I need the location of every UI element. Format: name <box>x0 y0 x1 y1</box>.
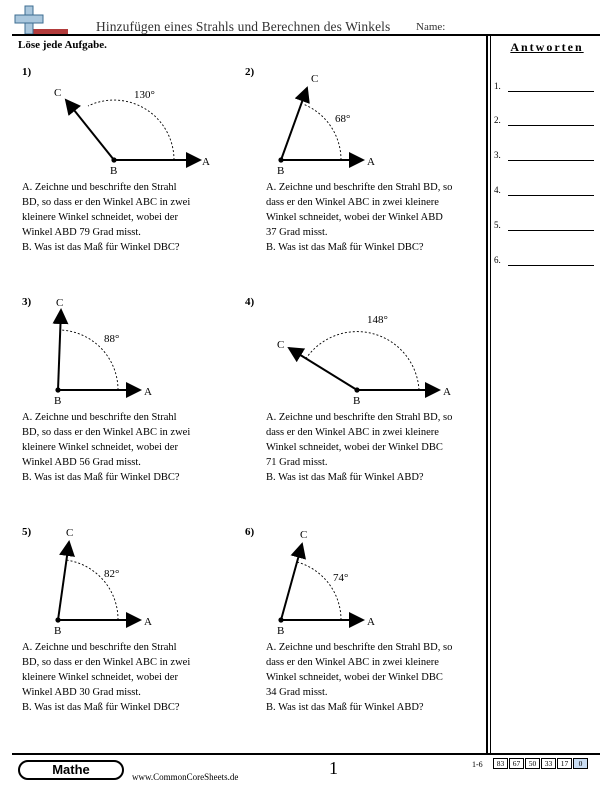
angle-label: 88° <box>104 333 120 345</box>
angle-label: 148° <box>367 314 388 326</box>
ray-bc <box>289 348 357 390</box>
score-box: 33 <box>541 758 556 769</box>
answer-line-5[interactable] <box>494 220 598 234</box>
ray-bc <box>58 310 61 390</box>
problem-1 <box>22 66 232 266</box>
problem-text: A. Zeichne und beschrifte den Strahl BD, so dass er den Winkel ABC in zwei kleinere Winkel schneidet, wobei der Winkel ABD 79 Grad misst. B. Was ist das Maß für Winkel DBC? <box>22 182 191 253</box>
angle-diagram <box>245 526 465 638</box>
ray-bc <box>281 88 307 160</box>
problem-text: A. Zeichne und beschrifte den Strahl BD, so dass er den Winkel ABC in zwei kleinere Winkel schneidet, wobei der Winkel ABD 56 Grad misst. B. Was ist das Maß für Winkel DBC? <box>22 412 191 483</box>
problem-number: 6) <box>245 526 255 538</box>
ray-bc <box>66 100 114 160</box>
label-b: B <box>54 625 62 637</box>
subject-badge: Mathe <box>18 760 124 780</box>
angle-label: 74° <box>333 572 349 584</box>
answer-number: 2. <box>494 115 501 125</box>
answer-line-1[interactable] <box>494 81 598 95</box>
problem-text: A. Zeichne und beschrifte den Strahl BD, so dass er den Winkel ABC in zwei kleinere Winkel schneidet, wobei der Winkel DBC 34 Grad misst. B. Was ist das Maß für Winkel ABD? <box>266 642 453 713</box>
angle-arc <box>305 332 419 390</box>
answer-number: 3. <box>494 150 501 160</box>
score-box: 0 <box>573 758 588 769</box>
answer-line-4[interactable] <box>494 185 598 199</box>
problem-number: 1) <box>22 66 32 78</box>
plus-cross-logo-icon <box>14 4 70 36</box>
label-c: C <box>66 527 74 539</box>
problem-text: A. Zeichne und beschrifte den Strahl BD, so dass er den Winkel ABC in zwei kleinere Winkel schneidet, wobei der Winkel ABD 30 Grad misst. B. Was ist das Maß für Winkel DBC? <box>22 642 191 713</box>
answer-number: 1. <box>494 81 501 91</box>
problem-text: A. Zeichne und beschrifte den Strahl BD, so dass er den Winkel ABC in zwei kleinere Winkel schneidet, wobei der Winkel ABD 37 Grad misst. B. Was ist das Maß für Winkel DBC? <box>266 182 453 253</box>
label-b: B <box>54 395 62 407</box>
angle-diagram <box>22 526 232 638</box>
ray-bc <box>281 544 302 620</box>
problem-number: 5) <box>22 526 32 538</box>
score-box: 67 <box>509 758 524 769</box>
problem-5 <box>22 526 232 726</box>
angle-diagram <box>22 296 232 408</box>
label-a: A <box>443 386 451 398</box>
answer-line-3[interactable] <box>494 150 598 164</box>
label-a: A <box>144 386 152 398</box>
instructions: Löse jede Aufgabe. <box>18 39 107 51</box>
score-box: 50 <box>525 758 540 769</box>
ray-bc <box>58 542 69 620</box>
answer-line-6[interactable] <box>494 255 598 269</box>
vertex-point <box>278 617 283 622</box>
label-a: A <box>202 156 210 168</box>
answers-title: Antworten <box>510 40 584 54</box>
footer-rule <box>12 753 600 755</box>
score-box: 83 <box>493 758 508 769</box>
name-label: Name: <box>416 21 446 33</box>
label-c: C <box>277 339 285 351</box>
label-c: C <box>311 73 319 85</box>
score-box: 17 <box>557 758 572 769</box>
problem-6 <box>245 526 455 726</box>
label-b: B <box>277 625 285 637</box>
angle-diagram <box>245 296 465 408</box>
problem-number: 4) <box>245 296 255 308</box>
label-b: B <box>277 165 285 177</box>
problem-3 <box>22 296 232 496</box>
answer-line-2[interactable] <box>494 115 598 129</box>
problem-number: 3) <box>22 296 32 308</box>
label-c: C <box>56 297 64 309</box>
angle-arc <box>88 100 174 160</box>
answer-number: 4. <box>494 185 501 195</box>
angle-label: 130° <box>134 89 155 101</box>
angle-diagram <box>245 66 465 178</box>
label-a: A <box>367 616 375 628</box>
header-rule <box>12 34 600 36</box>
vertex-point <box>55 617 60 622</box>
vertex-point <box>111 157 116 162</box>
label-c: C <box>300 529 308 541</box>
problem-number: 2) <box>245 66 255 78</box>
problem-4 <box>245 296 455 496</box>
problem-text: A. Zeichne und beschrifte den Strahl BD, so dass er den Winkel ABC in zwei kleinere Winkel schneidet, wobei der Winkel DBC 71 Grad misst. B. Was ist das Maß für Winkel ABD? <box>266 412 453 483</box>
vertex-point <box>354 387 359 392</box>
vertex-point <box>55 387 60 392</box>
answer-number: 6. <box>494 255 501 265</box>
label-b: B <box>110 165 118 177</box>
angle-label: 68° <box>335 113 351 125</box>
page-number: 1 <box>329 758 338 778</box>
angle-label: 82° <box>104 568 120 580</box>
label-b: B <box>353 395 361 407</box>
angle-diagram <box>22 66 232 178</box>
vertex-point <box>278 157 283 162</box>
answer-number: 5. <box>494 220 501 230</box>
problem-2 <box>245 66 455 266</box>
label-c: C <box>54 87 62 99</box>
footer-url[interactable]: www.CommonCoreSheets.de <box>132 772 239 782</box>
angle-arc <box>297 562 341 620</box>
score-range: 1-6 <box>472 760 483 769</box>
worksheet-title: Hinzufügen eines Strahls und Berechnen des Winkels <box>96 19 391 34</box>
label-a: A <box>367 156 375 168</box>
label-a: A <box>144 616 152 628</box>
